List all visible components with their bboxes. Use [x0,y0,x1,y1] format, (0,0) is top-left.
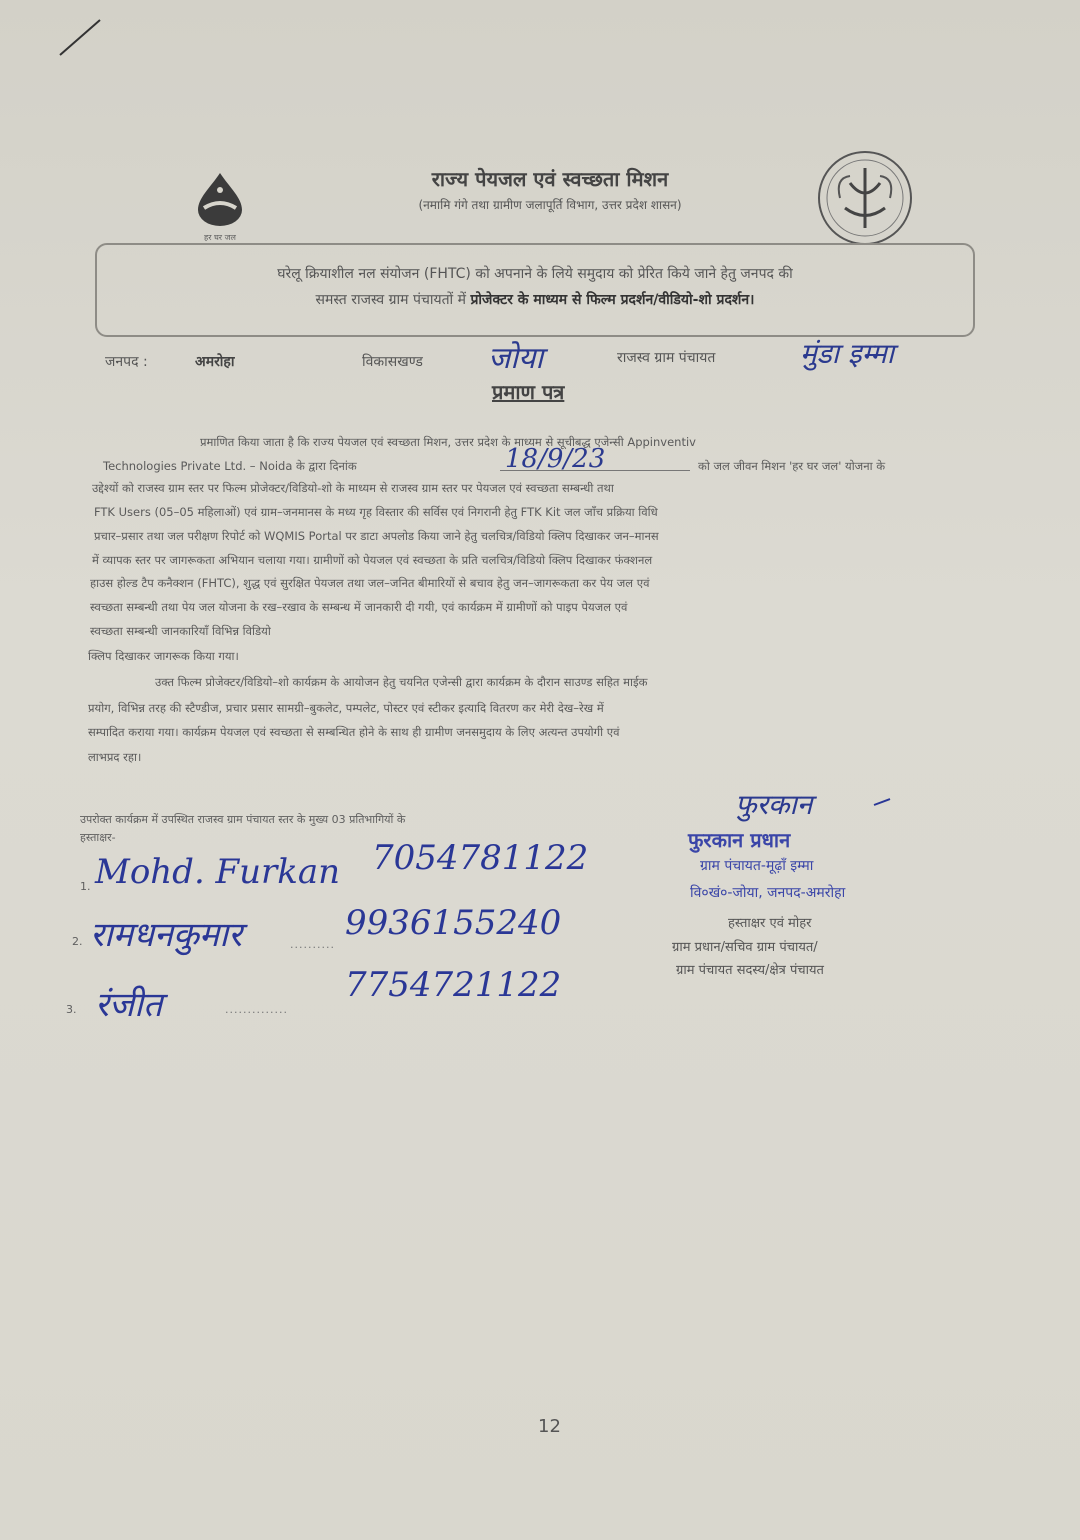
para2-line-3: लाभप्रद रहा। [88,750,142,764]
participant-3-num: 3. [66,1003,77,1016]
para2-line-2: सम्पादित कराया गया। कार्यक्रम पेयजल एवं स्वच्छता से सम्बन्धित होने के साथ ही ग्रामीण जनसमुदाय के लिए अत्यन्त उपयोगी एवं [88,725,620,739]
signature-flourish [872,795,892,809]
stamp-line-2: ग्राम पंचायत-मूढ़ाँ इम्मा [700,858,814,874]
date-handwritten: 18/9/23 [505,444,606,474]
jal-mission-logo: हर घर जल [180,168,260,248]
date-underline [500,470,690,471]
participants-heading-1: उपरोक्त कार्यक्रम में उपस्थित राजस्व ग्राम पंचायत स्तर के मुख्य 03 प्रतिभागियों के [80,813,406,826]
para1-line-2: को जल जीवन मिशन 'हर घर जल' योजना के [698,459,886,473]
participant-2-num: 2. [72,935,83,948]
signature-caption-3: ग्राम पंचायत सदस्य/क्षेत्र पंचायत [676,963,824,978]
stamp-line-3: वि०खं०-जोया, जनपद-अमरोहा [690,885,846,901]
participant-2-name: रामधनकुमार [90,915,242,955]
para1-line-1: Technologies Private Ltd. – Noida के द्वारा दिनांक [103,459,357,473]
up-state-emblem-icon [810,148,920,248]
participant-2-dots: .......... [290,938,335,951]
para2-line-1: प्रयोग, विभिन्न तरह की स्टैण्डीज, प्रचार प्रसार सामग्री–बुकलेट, पम्पलेट, पोस्टर एवं स्टीकर इत्यादि वितरण कर मेरी देख–रेख में [88,701,604,715]
participant-3-phone: 7754721122 [345,965,562,1005]
para1-line-9: स्वच्छता सम्बन्धी जानकारियाँ विभिन्न विडियो [90,624,271,638]
para1-line-8: स्वच्छता सम्बन्धी तथा पेय जल योजना के रख–रखाव के सम्बन्ध में जानकारी दी गयी, एवं कार्यक्रम में ग्रामीणों को पाइप पेयजल एवं [90,600,628,614]
banner-line-2: समस्त राजस्व ग्राम पंचायतों में प्रोजेक्टर के माध्यम से फिल्म प्रदर्शन/वीडियो-शो प्रदर्शन। [315,292,755,308]
pen-stroke-mark [55,15,105,60]
signature-caption-2: ग्राम प्रधान/सचिव ग्राम पंचायत/ [672,940,818,955]
participant-2-phone: 9936155240 [345,903,562,943]
program-banner [95,243,975,337]
participant-1-phone: 7054781122 [372,838,589,878]
para2-line-0: उक्त फिल्म प्रोजेक्टर/विडियो–शो कार्यक्रम के आयोजन हेतु चयनित एजेन्सी द्वारा कार्यक्रम के दौरान साउण्ड सहित माईक [155,675,648,689]
signature-caption-1: हस्ताक्षर एवं मोहर [728,916,812,931]
banner-line-1: घरेलू क्रियाशील नल संयोजन (FHTC) को अपनाने के लिये समुदाय को प्रेरित किये जाने हेतु जनपद की [277,266,793,282]
block-value-handwritten: जोया [488,341,544,376]
participant-1-name: Mohd. Furkan [95,852,341,892]
stamp-line-1: फुरकान प्रधान [688,828,791,852]
para1-line-10: क्लिप दिखाकर जागरूक किया गया। [88,649,239,663]
mission-title: राज्य पेयजल एवं स्वच्छता मिशन [431,167,669,191]
participant-3-name: रंजीत [95,985,163,1025]
block-label: विकासखण्ड [362,354,423,370]
district-label: जनपद : [105,354,148,370]
participant-1-num: 1. [80,880,91,893]
water-drop-icon [180,168,260,228]
participant-3-dots: .............. [225,1003,288,1016]
signature-handwritten: फुरकान [735,788,813,821]
page-number: 12 [538,1416,561,1437]
participants-heading-2: हस्ताक्षर- [80,831,116,844]
panchayat-label: राजस्व ग्राम पंचायत [617,350,716,366]
panchayat-value-handwritten: मुंडा इम्मा [800,337,894,370]
department-subtitle: (नमामि गंगे तथा ग्रामीण जलापूर्ति विभाग, उत्तर प्रदेश शासन) [418,198,682,212]
para1-line-7: हाउस होल्ड टैप कनैक्शन (FHTC), शुद्ध एवं सुरक्षित पेयजल तथा जल–जनित बीमारियों से बचाव हेतु जन–जागरूकता कर पेय जल एवं [90,576,650,590]
para1-line-5: प्रचार–प्रसार तथा जल परीक्षण रिपोर्ट को WQMIS Portal पर डाटा अपलोड किया जाने हेतु चलचित्र/विडियो क्लिप दिखाकर जन–मानस [94,529,659,543]
certificate-title: प्रमाण पत्र [492,380,565,404]
para1-line-6: में व्यापक स्तर पर जागरूकता अभियान चलाया गया। ग्रामीणों को पेयजल एवं स्वच्छता के प्रति चलचित्र/विडियो क्लिप दिखाकर फंक्शनल [92,553,653,567]
para1-line-0: प्रमाणित किया जाता है कि राज्य पेयजल एवं स्वच्छता मिशन, उत्तर प्रदेश के माध्यम से सूचीबद्ध एजेन्सी Appinventiv [200,435,696,449]
para1-line-3: उद्देश्यों को राजस्व ग्राम स्तर पर फिल्म प्रोजेक्टर/विडियो-शो के माध्यम से राजस्व ग्राम स्तर पर पेयजल एवं स्वच्छता सम्बन्धी तथा [92,481,614,495]
district-value: अमरोहा [195,354,235,370]
para1-line-4: FTK Users (05–05 महिलाओं) एवं ग्राम–जनमानस के मध्य गृह विस्तार की सर्विस एवं निगरानी हेतु FTK Kit जल जाँच प्रक्रिया विधि [94,505,658,519]
